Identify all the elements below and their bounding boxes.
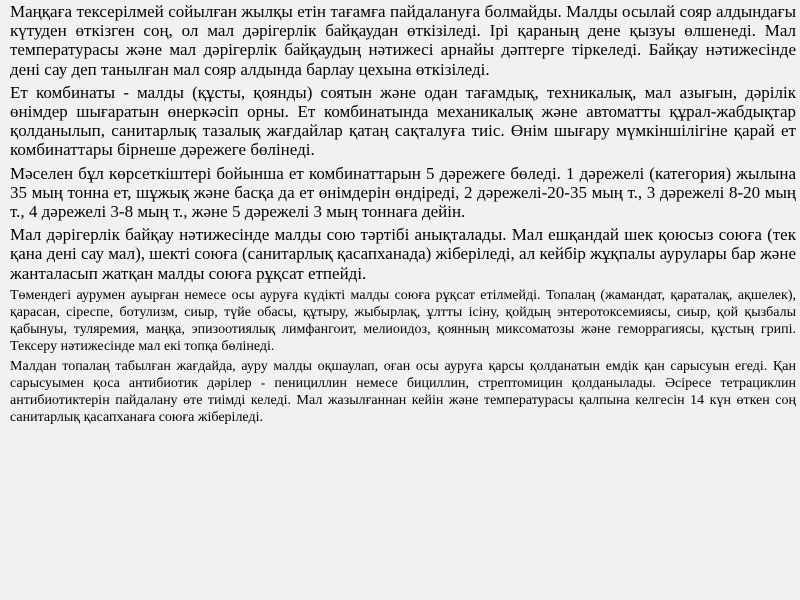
paragraph-prohibited-diseases: Төмендегі аурумен ауырған немесе осы ауруға күдікті малды союға рұқсат етілмейді. Топалаң (жамандат, қараталақ, ақшелек), қарасан, сіреспе, ботулизм, сиыр, түйе обасы, құтыру, жыбырлақ, ұлтты ісіну, қойдың энтеротоксемиясы, сиыр, қой қызбалы қабынуы, туляремия, маңқа, эпизоотиялық лимфангоит, мелиоидоз, қоянның миксоматозы және геморрагиясы, құстың грипі. Тексеру нәтижесінде мал екі топқа бөлінеді. xyxy=(10,287,796,355)
paragraph-meat-plant-definition: Ет комбинаты - малды (құсты, қоянды) соятын және одан тағамдық, техникалық, мал азығын, дәрілік өнімдер шығаратын өнеркәсіп орны. Ет комбинатында механикалық және автоматты құрал-жабдықтар қолданылып, санитарлық тазалық жағдайлар қатаң сақталуға тиіс. Өнім шығару мүмкіншілігіне қарай ет комбинаттары бірнеше дәрежеге бөлінеді. xyxy=(10,82,796,160)
paragraph-anthrax-treatment: Малдан топалаң табылған жағдайда, ауру малды оқшаулап, оған осы ауруға қарсы қолданатын емдік қан сарысуын егеді. Қан сарысуымен қоса антибиотик дәрілер - пенициллин немесе бициллин, стрептомицин қолданылады. Әсіресе тетрациклин антибиотиктерін пайдалану өте тиімді келеді. Мал жазылғаннан кейін және температурасы қалпына келгесін 14 күн өткен соң санитарлық қасапханаға союға жіберіледі. xyxy=(10,358,796,426)
paragraph-plant-categories: Мәселен бұл көрсеткіштері бойынша ет комбинаттарын 5 дәрежеге бөледі. 1 дәрежелі (категория) жылына 35 мың тонна ет, шұжық және басқа да ет өнімдерін өндіреді, 2 дәрежелі-20-35 мың т., 3 дәрежелі 8-20 мың т., 4 дәрежелі 3-8 мың т., және 5 дәрежелі 3 мың тоннаға дейін. xyxy=(10,163,796,222)
paragraph-slaughter-order: Мал дәрігерлік байқау нәтижесінде малды сою тәртібі анықталады. Мал ешқандай шек қоюсыз союға (тек қана дені сау мал), шекті союға (санитарлық қасапханада) жіберіледі, ал кейбір жұқпалы аурулары бар және жанталасып жатқан малды союға рұқсат етпейді. xyxy=(10,225,796,283)
document-page xyxy=(10,2,796,428)
paragraph-horse-meat-inspection: Маңқаға тексерілмей сойылған жылқы етін тағамға пайдалануға болмайды. Малды осылай сояр алдындағы күтуден өткізген соң, ол мал дәрігерлік байқаудан өткізіледі. Ірі қараның дене қызуы өлшенеді. Мал температурасы және мал дәрігерлік байқаудың нәтижесі арнайы дәптерге тіркеледі. Байқау нәтижесінде дені сау деп танылған мал сояр алдында барлау цехына өткізіледі. xyxy=(10,2,796,79)
